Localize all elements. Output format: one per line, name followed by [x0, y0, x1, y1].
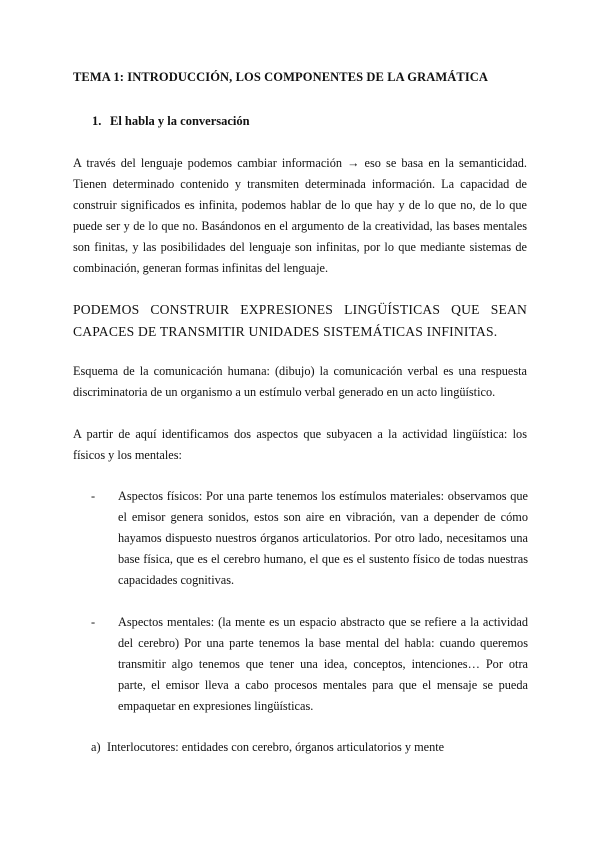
letter-item-text: Interlocutores: entidades con cerebro, órganos articulatorios y mente: [107, 740, 445, 754]
paragraph-semanticity: A través del lenguaje podemos cambiar información → eso se basa en la semanticidad. Tienen determinado contenido y transmiten determinada información. La capacidad de construir significados es infinita, podemos hablar de lo que hay y de lo que no, de lo que puede ser y de lo que no. Basándonos en el argumento de la creatividad, las bases mentales son finitas, y las posibilidades del lenguaje son infinitas, por lo que mediante sistemas de combinación, generan formas infinitas del lenguaje.: [73, 156, 527, 275]
section-heading: [92, 114, 250, 129]
bullet-marker: -: [91, 489, 96, 503]
section-number: 1.: [92, 114, 102, 128]
list-item-mental-aspects: [91, 612, 528, 717]
caps-statement: PODEMOS CONSTRUIR EXPRESIONES LINGÜÍSTICAS QUE SEAN CAPACES DE TRANSMITIR UNIDADES SISTEMÁTICAS INFINITAS.: [73, 302, 527, 339]
document-title: TEMA 1: INTRODUCCIÓN, LOS COMPONENTES DE LA GRAMÁTICA: [73, 70, 489, 84]
bullet-marker: -: [91, 615, 96, 629]
list-item-physical-aspects: [91, 486, 528, 591]
list-item-interlocutors: [91, 737, 528, 758]
paragraph-aspects-intro: A partir de aquí identificamos dos aspectos que subyacen a la actividad lingüística: los físicos y los mentales:: [73, 427, 527, 462]
bullet-text: Aspectos mentales: (la mente es un espacio abstracto que se refiere a la actividad del cerebro) Por una parte tenemos la base mental del habla: cuando queremos transmitir algo tenemos que tener una idea, conceptos, intenciones… Por otra parte, el emisor lleva a cabo procesos mentales para que el mensaje se pueda empaquetar en expresiones lingüísticas.: [118, 615, 528, 713]
bullet-text: Aspectos físicos: Por una parte tenemos los estímulos materiales: observamos que el emisor genera sonidos, estos son aire en vibración, van a depender de cómo hayamos dispuesto nuestros órganos articulatorios. Por otro lado, necesitamos una base física, que es el cerebro humano, el que es el sustento físico de todas nuestras capacidades cognitivas.: [118, 489, 528, 587]
letter-marker: a): [91, 740, 101, 754]
section-heading-text: El habla y la conversación: [110, 114, 250, 128]
paragraph-communication-scheme: Esquema de la comunicación humana: (dibujo) la comunicación verbal es una respuesta discriminatoria de un organismo a un estímulo verbal generado en un acto lingüístico.: [73, 364, 527, 399]
